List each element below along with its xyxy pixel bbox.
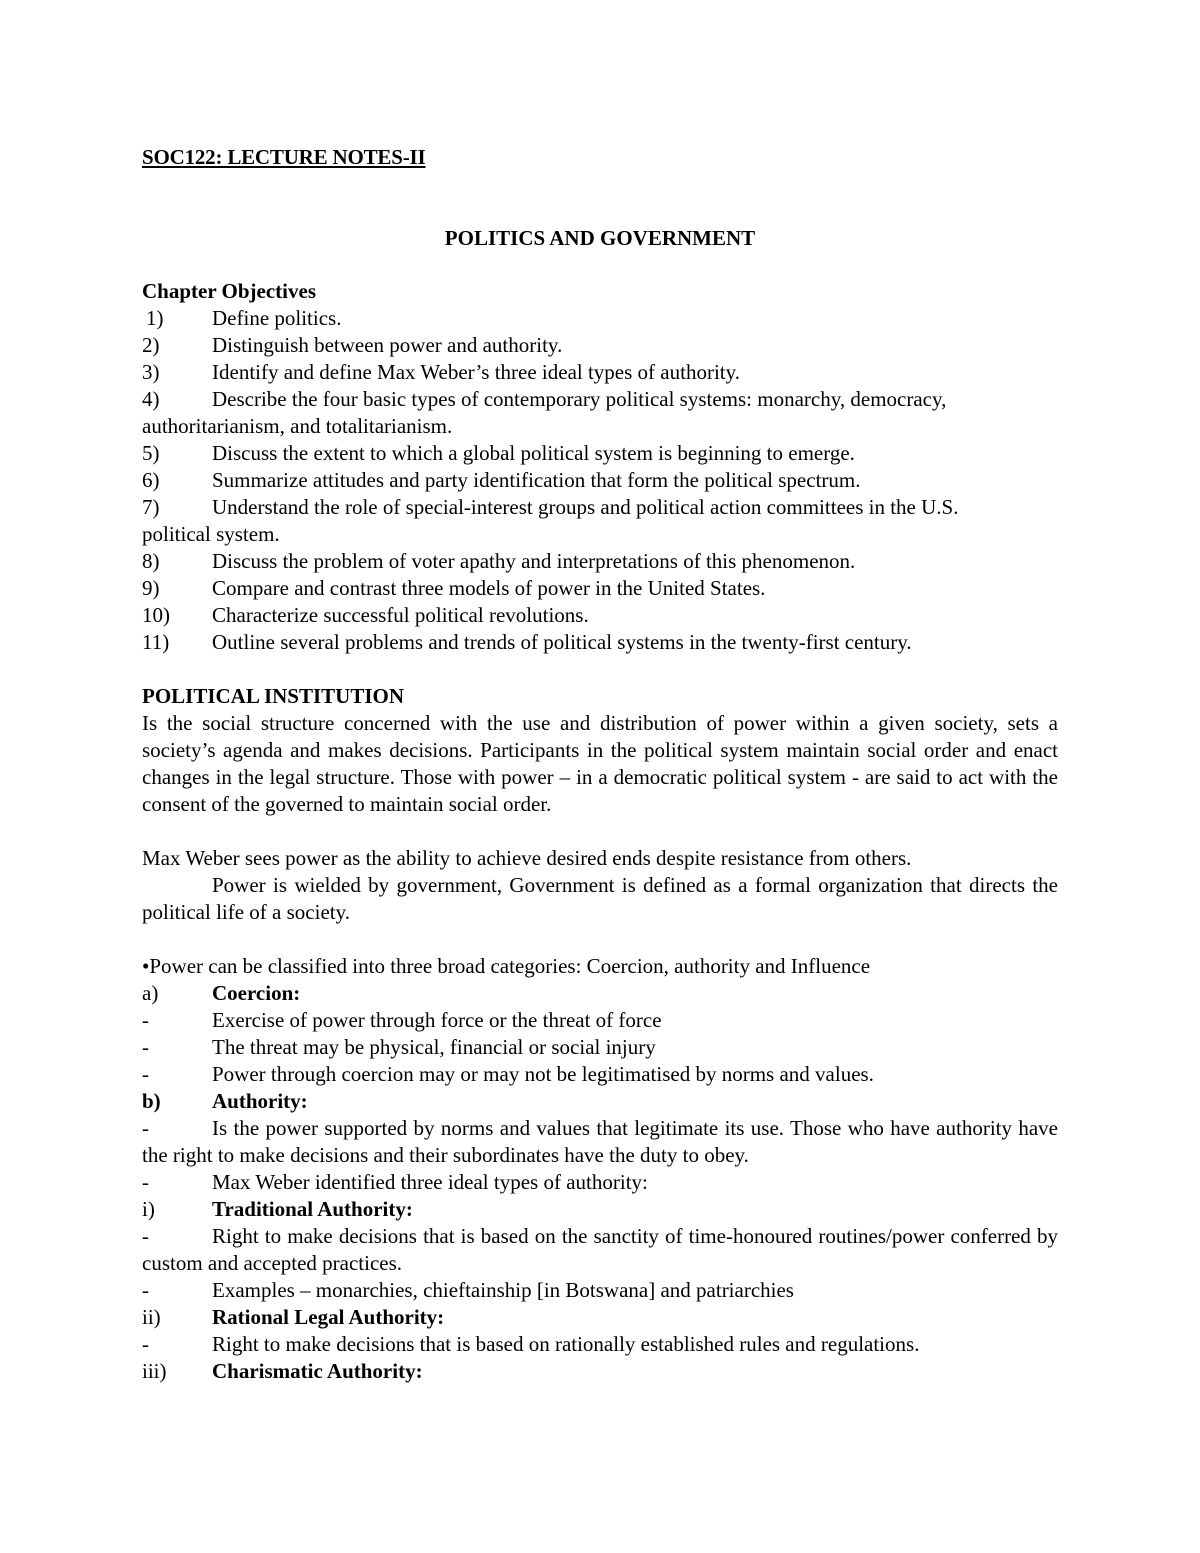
main-title: POLITICS AND GOVERNMENT [444,226,756,250]
authority-heading: Authority: [212,1089,308,1113]
objective-text: Discuss the extent to which a global political system is beginning to emerge. [212,441,855,465]
objective-number: 3) [142,360,160,384]
authority-point-text: Max Weber identified three ideal types of authority: [212,1170,648,1194]
objective-text: Compare and contrast three models of power in the United States. [212,576,766,600]
political-institution-heading: POLITICAL INSTITUTION [142,684,404,708]
objective-number: 4) [142,387,160,411]
section-label: iii) [142,1359,167,1383]
objective-number: 9) [142,576,160,600]
objective-text: Define politics. [212,306,342,330]
dash-bullet: - [142,1332,149,1356]
dash-bullet: - [142,1035,149,1059]
objective-item [142,575,1058,602]
objective-number: 6) [142,468,160,492]
weber-power-definition: Max Weber sees power as the ability to achieve desired ends despite resistance from others. [142,846,912,870]
objective-item [142,467,1058,494]
objective-text: Discuss the problem of voter apathy and interpretations of this phenomenon. [212,549,856,573]
objective-continuation: authoritarianism, and totalitarianism. [142,414,453,438]
objective-number: 2) [142,333,160,357]
section-label: ii) [142,1305,161,1329]
coercion-heading-row [142,980,1058,1007]
coercion-heading: Coercion: [212,981,301,1005]
authority-point [142,1115,1058,1169]
traditional-authority-heading: Traditional Authority: [212,1197,413,1221]
objective-text: Identify and define Max Weber’s three ideal types of authority. [212,360,740,384]
spacer [142,818,1058,845]
rational-point-text: Right to make decisions that is based on rationally established rules and regulations. [212,1332,920,1356]
list-item [142,1169,1058,1196]
section-label: i) [142,1197,155,1221]
authority-heading-row [142,1088,1058,1115]
list-item [142,1034,1058,1061]
spacer [142,656,1058,683]
objective-item [142,332,1058,359]
coercion-point: The threat may be physical, financial or social injury [212,1035,656,1059]
document-title: SOC122: LECTURE NOTES-II [142,145,426,169]
objective-text: Describe the four basic types of contemporary political systems: monarchy, democracy, [212,387,947,411]
list-item [142,1007,1058,1034]
list-item [142,1277,1058,1304]
document-body [142,278,1058,1385]
traditional-point-text: Right to make decisions that is based on the sanctity of time-honoured routines/power conferred by custom and accepted practices. [142,1224,1058,1275]
dash-bullet: - [142,1116,149,1140]
traditional-point-text: Examples – monarchies, chieftainship [in Botswana] and patriarchies [212,1278,794,1302]
objectives-heading: Chapter Objectives [142,279,316,303]
traditional-point [142,1223,1058,1277]
dash-bullet: - [142,1170,149,1194]
objective-item [142,494,1058,521]
dash-bullet: - [142,1062,149,1086]
objective-text: Summarize attitudes and party identification that form the political spectrum. [212,468,861,492]
rational-heading-row [142,1304,1058,1331]
charismatic-heading-row [142,1358,1058,1385]
objective-number: 7) [142,495,160,519]
dash-bullet: - [142,1224,149,1248]
objective-number: 10) [142,603,170,627]
objective-number: 11) [142,630,170,654]
political-institution-paragraph: Is the social structure concerned with the use and distribution of power within a given society, sets a society’s agenda and makes decisions. Participants in the political system maintain social order and enact changes in the legal structure. Those with power – in a democratic political system - are said to act with the consent of the governed to maintain social order. [142,711,1058,816]
list-item [142,1061,1058,1088]
list-item [142,1331,1058,1358]
objective-number: 5) [142,441,160,465]
objective-item [142,386,1058,413]
dash-bullet: - [142,1278,149,1302]
coercion-point: Exercise of power through force or the threat of force [212,1008,662,1032]
objective-item [142,548,1058,575]
objective-item [142,359,1058,386]
objective-continuation: political system. [142,522,280,546]
objective-number: 1) [146,306,164,330]
section-label: b) [142,1089,161,1113]
objective-item [142,305,1058,332]
objective-text: Distinguish between power and authority. [212,333,563,357]
objective-item [142,440,1058,467]
rational-legal-authority-heading: Rational Legal Authority: [212,1305,445,1329]
charismatic-authority-heading: Charismatic Authority: [212,1359,423,1383]
authority-point-text: Is the power supported by norms and values that legitimate its use. Those who have authority have the right to make decisions and their subordinates have the duty to obey. [142,1116,1058,1167]
objective-number: 8) [142,549,160,573]
objective-text: Understand the role of special-interest groups and political action committees in the U.S. [212,495,959,519]
objective-text: Characterize successful political revolutions. [212,603,589,627]
government-definition: Power is wielded by government, Government is defined as a formal organization that directs the political life of a society. [142,873,1058,924]
objective-item [142,629,1058,656]
coercion-point: Power through coercion may or may not be legitimatised by norms and values. [212,1062,874,1086]
objective-text: Outline several problems and trends of political systems in the twenty-first century. [212,630,912,654]
objective-item [142,602,1058,629]
power-categories-intro: •Power can be classified into three broad categories: Coercion, authority and Influence [142,954,871,978]
traditional-heading-row [142,1196,1058,1223]
section-label: a) [142,981,159,1005]
spacer [142,926,1058,953]
dash-bullet: - [142,1008,149,1032]
